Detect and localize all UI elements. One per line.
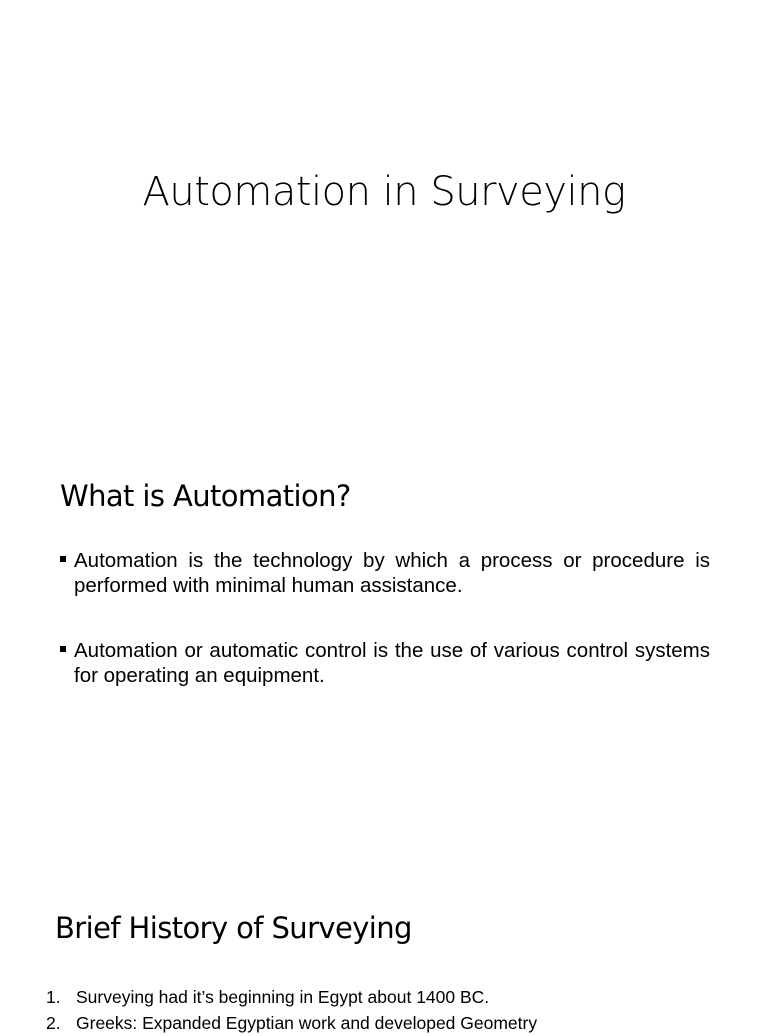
item-text: Greeks: Expanded Egyptian work and developed Geometry bbox=[76, 1013, 538, 1033]
bullet-text: Automation is the technology by which a process or procedure is performed with minimal human assistance. bbox=[74, 549, 710, 597]
square-bullet-icon bbox=[60, 646, 66, 652]
item-number: 1. bbox=[46, 987, 61, 1007]
slide-heading: Brief History of Surveying bbox=[55, 911, 412, 945]
bullet-list bbox=[60, 548, 710, 728]
bullet-item bbox=[60, 638, 710, 688]
slide-what-is-automation bbox=[0, 442, 768, 862]
bullet-item bbox=[60, 548, 710, 598]
square-bullet-icon bbox=[60, 556, 66, 562]
slide-heading: What is Automation? bbox=[60, 479, 351, 513]
bullet-text: Automation or automatic control is the use of various control systems for operating an equipment. bbox=[74, 639, 710, 687]
list-item bbox=[46, 984, 736, 1010]
slide-title bbox=[0, 0, 768, 384]
list-item bbox=[46, 1010, 736, 1036]
presentation-title: Automation in Surveying bbox=[142, 169, 626, 215]
numbered-list bbox=[46, 984, 736, 1036]
item-text: Surveying had it’s beginning in Egypt about 1400 BC. bbox=[76, 987, 490, 1007]
item-number: 2. bbox=[46, 1013, 61, 1033]
slide-brief-history bbox=[0, 884, 768, 1033]
